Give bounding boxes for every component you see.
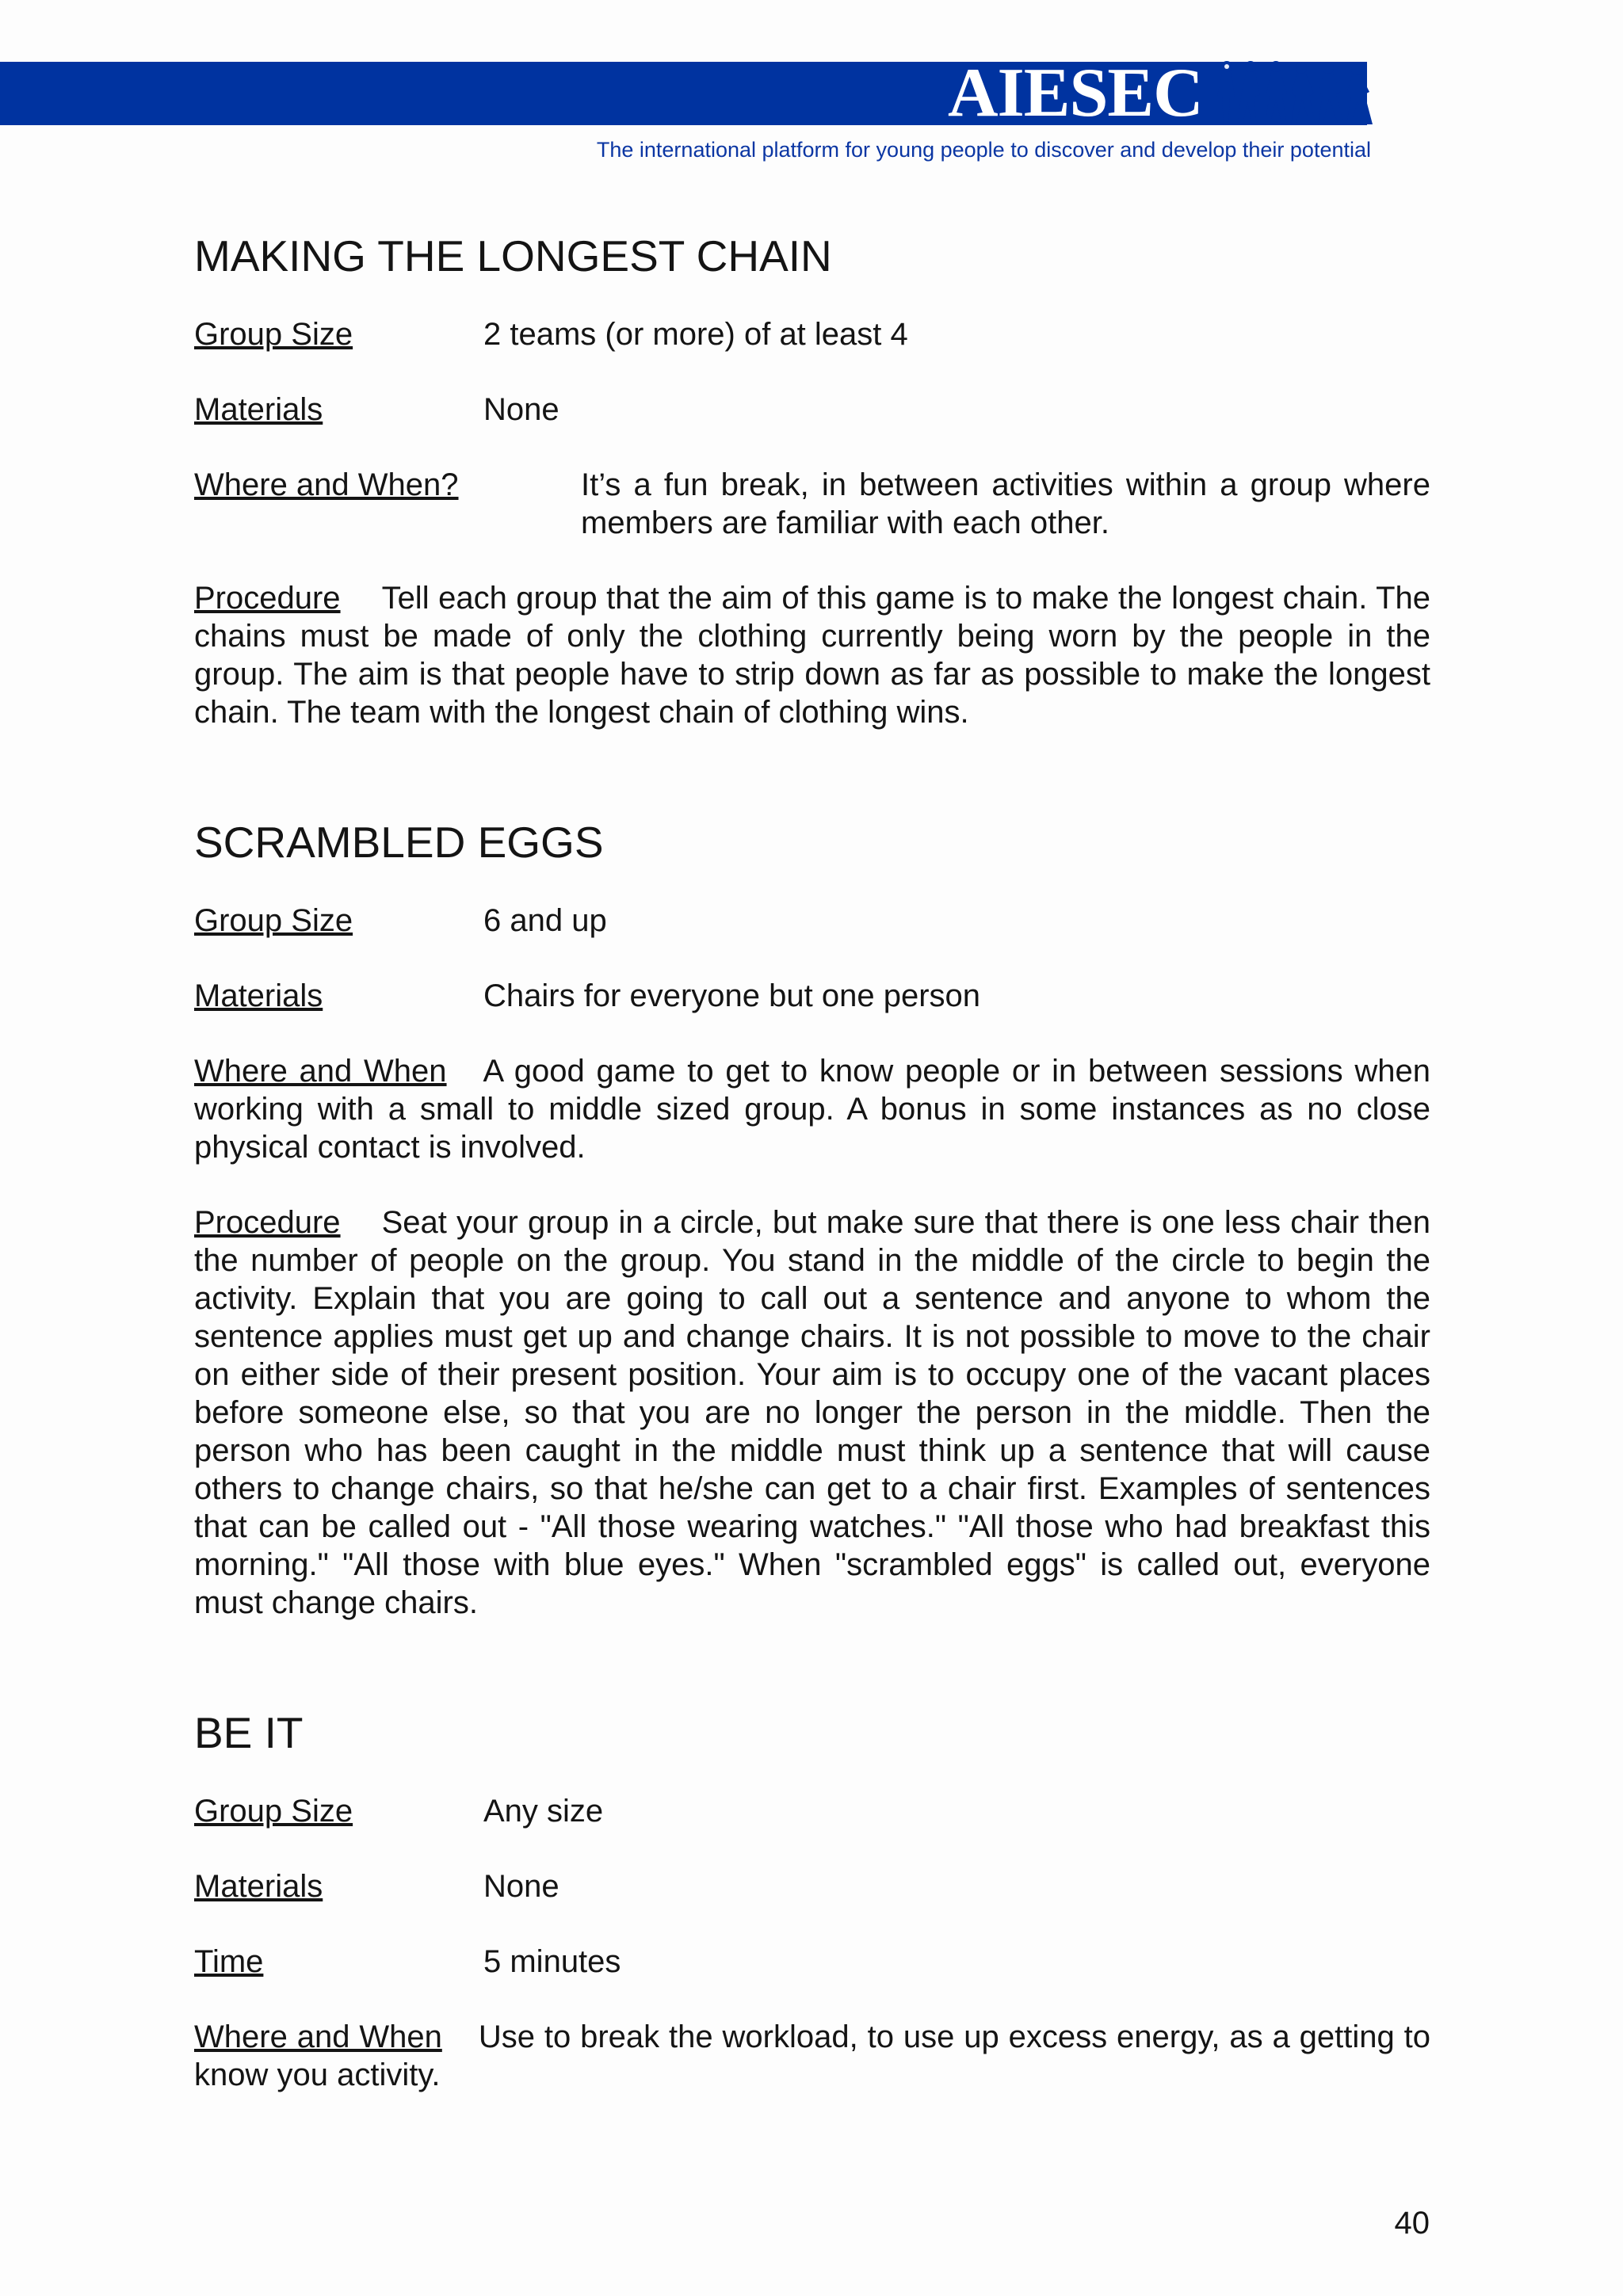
- group-size-row: [194, 1792, 1430, 1830]
- procedure-paragraph: [194, 579, 1430, 731]
- where-when-paragraph: [194, 1052, 1430, 1166]
- group-size-value: Any size: [483, 1794, 604, 1829]
- procedure-label: Procedure: [194, 1205, 341, 1240]
- group-size-value: 2 teams (or more) of at least 4: [483, 317, 908, 352]
- time-label: Time: [194, 1944, 264, 1979]
- document-body: [194, 228, 1430, 2131]
- procedure-paragraph: [194, 1203, 1430, 1622]
- logo-text: AIESEC: [948, 55, 1203, 132]
- tagline: The international platform for young people to discover and develop their potential: [596, 138, 1371, 162]
- group-size-label: Group Size: [194, 903, 353, 938]
- group-size-label: Group Size: [194, 1794, 353, 1829]
- where-when-text: Use to break the workload, to use up excess energy, as a getting to know you activity.: [194, 2019, 1430, 2092]
- procedure-label: Procedure: [194, 581, 341, 616]
- group-size-value: 6 and up: [483, 903, 607, 938]
- section-title: BE IT: [194, 1708, 304, 1757]
- where-when-paragraph: [194, 2018, 1430, 2094]
- procedure-text: Seat your group in a circle, but make sure that there is one less chair then the number of people on the group. You stand in the middle of the circle to begin the activity. Explain that you are going to call out a sentence and anyone to whom the sentence applies must get up and change chairs. It is not possible to move to the chair on either side of their present position. Your aim is to occupy one of the vacant places before someone else, so that you are no longer the person in the middle. Then the person who has been caught in the middle must think up a sentence that will cause others to change chairs, so that he/she can get to a chair first. Examples of sentences that can be called out - "All those wearing watches." "All those who had breakfast this morning." "All those with blue eyes." When "scrambled eggs" is called out, everyone must change chairs.: [194, 1205, 1430, 1620]
- where-when-text: A good game to get to know people or in between sessions when working with a small to middle sized group. A bonus in some instances as no close physical contact is involved.: [194, 1054, 1431, 1165]
- section-title: MAKING THE LONGEST CHAIN: [194, 231, 832, 280]
- materials-row: [194, 1867, 1430, 1905]
- where-when-label: Where and When: [194, 1054, 447, 1089]
- materials-label: Materials: [194, 1869, 323, 1904]
- group-size-row: [194, 902, 1430, 940]
- time-value: 5 minutes: [483, 1944, 621, 1979]
- materials-row: [194, 977, 1430, 1015]
- materials-label: Materials: [194, 392, 323, 427]
- walking-people-icon: [1216, 59, 1374, 130]
- procedure-text: Tell each group that the aim of this game is to make the longest chain. The chains must be made of only the clothing currently being worn by the people in the group. The aim is that people have to strip down as far as possible to make the longest chain. The team with the longest chain of clothing wins.: [194, 581, 1430, 730]
- aiesec-logo: [948, 55, 1374, 132]
- group-size-row: [194, 315, 1430, 353]
- materials-value: None: [483, 392, 559, 427]
- where-when-row: [194, 466, 1430, 542]
- page-number: 40: [1394, 2206, 1430, 2241]
- section-title: SCRAMBLED EGGS: [194, 818, 604, 867]
- materials-row: [194, 391, 1430, 429]
- time-row: [194, 1943, 1430, 1981]
- where-when-label: Where and When: [194, 2019, 442, 2054]
- materials-label: Materials: [194, 978, 323, 1013]
- where-when-value: It’s a fun break, in between activities within a group where members are familiar with each other.: [581, 467, 1430, 540]
- where-when-label: Where and When?: [194, 467, 459, 502]
- materials-value: Chairs for everyone but one person: [483, 978, 981, 1013]
- materials-value: None: [483, 1869, 559, 1904]
- group-size-label: Group Size: [194, 317, 353, 352]
